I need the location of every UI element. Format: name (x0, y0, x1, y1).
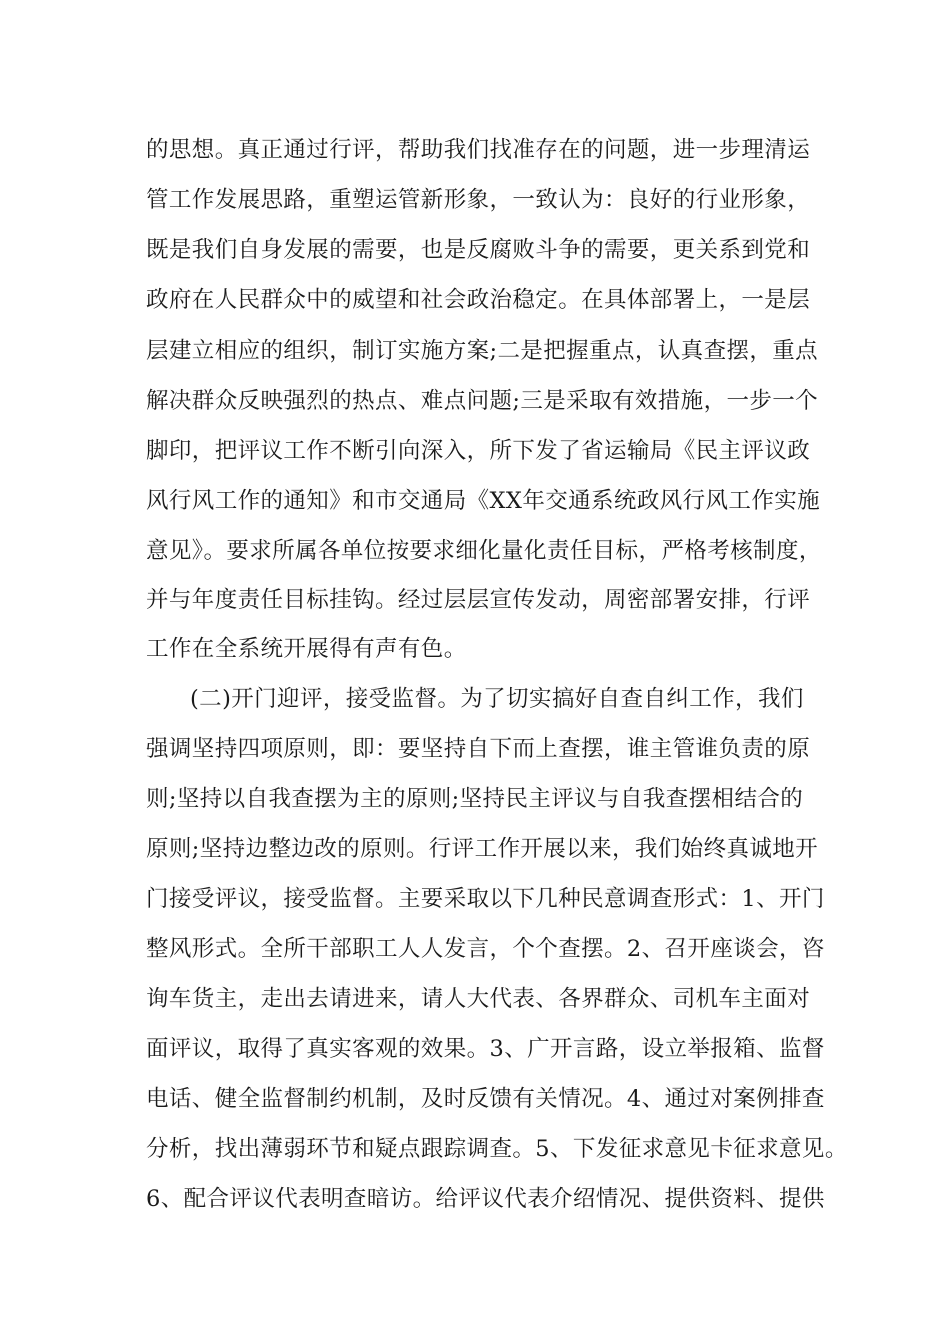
text-line: 电话、健全监督制约机制，及时反馈有关情况。4、通过对案例排查 (146, 1086, 825, 1112)
text-line: 并与年度责任目标挂钩。经过层层宣传发动，周密部署安排，行评 (146, 587, 811, 613)
text-line: 政府在人民群众中的威望和社会政治稳定。在具体部署上，一是层 (146, 287, 811, 313)
text-line: 的思想。真正通过行评，帮助我们找准存在的问题，进一步理清运 (146, 137, 811, 163)
text-line: 面评议，取得了真实客观的效果。3、广开言路，设立举报箱、监督 (146, 1036, 825, 1062)
text-line: 6、配合评议代表明查暗访。给评议代表介绍情况、提供资料、提供 (146, 1186, 825, 1212)
text-line: 工作在全系统开展得有声有色。 (146, 636, 467, 662)
text-line: 整风形式。全所干部职工人人发言，个个查摆。2、召开座谈会，咨 (146, 936, 825, 962)
text-line: 层建立相应的组织，制订实施方案;二是把握重点，认真查摆，重点 (146, 338, 819, 364)
text-line: 意见》。要求所属各单位按要求细化量化责任目标，严格考核制度， (146, 538, 822, 564)
text-line: 风行风工作的通知》和市交通局《XX年交通系统政风行风工作实施 (146, 488, 821, 514)
text-line: 解决群众反映强烈的热点、难点问题;三是采取有效措施，一步一个 (146, 388, 819, 414)
text-line: 既是我们自身发展的需要，也是反腐败斗争的需要，更关系到党和 (146, 237, 811, 263)
text-line: 强调坚持四项原则，即：要坚持自下而上查摆，谁主管谁负责的原 (146, 736, 811, 762)
text-line: 管工作发展思路，重塑运管新形象，一致认为：良好的行业形象， (146, 187, 811, 213)
paragraph-first-line: (二)开门迎评，接受监督。为了切实搞好自查自纠工作，我们 (190, 686, 804, 712)
text-line: 则;坚持以自我查摆为主的原则;坚持民主评议与自我查摆相结合的 (146, 786, 804, 812)
text-line: 门接受评议，接受监督。主要采取以下几种民意调查形式：1、开门 (146, 886, 825, 912)
text-line: 分析，找出薄弱环节和疑点跟踪调查。5、下发征求意见卡征求意见。 (146, 1136, 848, 1162)
text-line: 原则;坚持边整边改的原则。行评工作开展以来，我们始终真诚地开 (146, 836, 819, 862)
text-line: 脚印，把评议工作不断引向深入，所下发了省运输局《民主评议政 (146, 438, 811, 464)
text-line: 询车货主，走出去请进来，请人大代表、各界群众、司机车主面对 (146, 986, 811, 1012)
